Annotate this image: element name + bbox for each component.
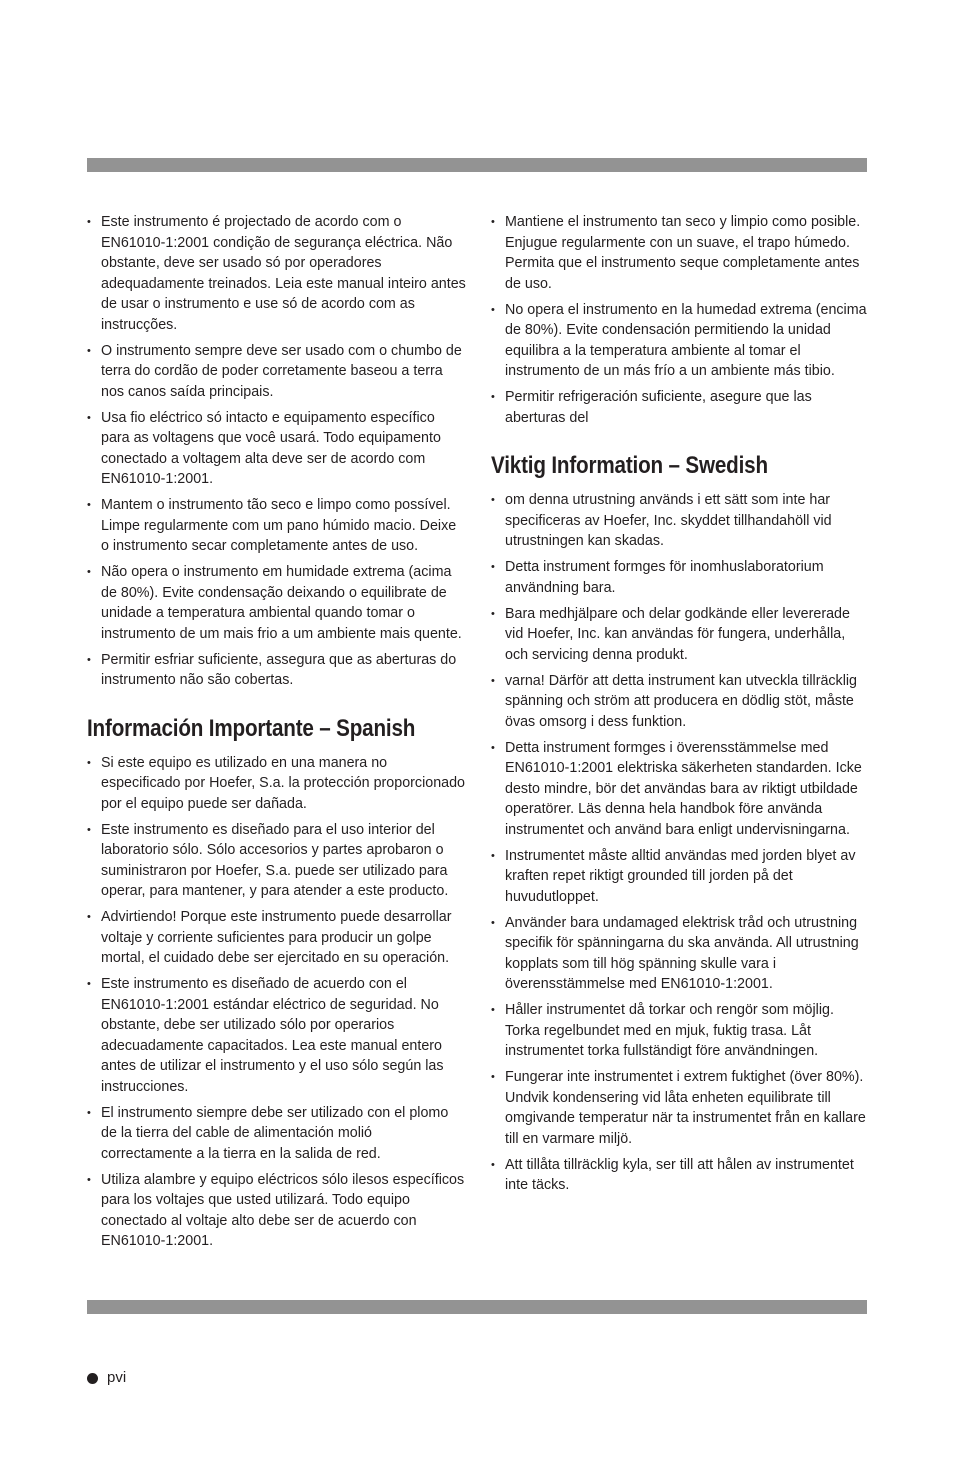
list-item: • Não opera o instrumento em humidade extrema (acima de 80%). Evite condensação deixando o equilibrate de unidade a temperatura ambiental quando tomar o instrumento de um mais frio a um ambiente mais quente. — [87, 562, 467, 644]
list-item: • om denna utrustning används i ett sätt som inte har specificeras av Hoefer, Inc. skyddet tillhandahöll vid utrustningen kan skadas. — [491, 490, 871, 552]
left-column — [87, 212, 467, 1257]
spanish-list-continued — [491, 212, 871, 428]
list-item: • Permitir refrigeración suficiente, asegure que las aberturas del — [491, 387, 871, 428]
list-item: • Usa fio eléctrico só intacto e equipamento específico para as voltagens que você usará. Todo equipamento conectado a voltagem alta deve ser de acordo com EN61010-1:2001. — [87, 408, 467, 490]
page-number: pvi — [107, 1369, 127, 1386]
list-item: • Fungerar inte instrumentet i extrem fuktighet (över 80%). Undvik kondensering vid låta enheten equilibrate till omgivande temperatur när ta instrumentet från en kallare till en varmare miljö. — [491, 1067, 871, 1149]
list-item: • Bara medhjälpare och delar godkände eller levererade vid Hoefer, Inc. kan användas för fungera, underhålla, och servicing denna produkt. — [491, 604, 871, 666]
list-item: • Este instrumento é projectado de acordo com o EN61010-1:2001 condição de segurança eléctrica. Não obstante, deve ser usado só por operadores adequadamente treinados. Leia este manual inteiro antes de usar o instrumento e use só de acordo com as instrucções. — [87, 212, 467, 335]
list-item: • Håller instrumentet då torkar och rengör som möjlig. Torka regelbundet med en mjuk, fuktig trasa. Låt instrumentet torka fullständigt före användningen. — [491, 1000, 871, 1062]
list-item: • Este instrumento es diseñado de acuerdo con el EN61010-1:2001 estándar eléctrico de seguridad. No obstante, debe ser utilizado sólo por operarios adecuadamente capacitados. Lea este manual entero antes de utilizar el instrumento y el uso sólo según las instrucciones. — [87, 974, 467, 1097]
list-item: • Att tillåta tillräcklig kyla, ser till att hålen av instrumentet inte täcks. — [491, 1155, 871, 1196]
list-item: • Utiliza alambre y equipo eléctricos sólo ilesos específicos para los voltajes que usted utilizará. Todo equipo conectado al voltaje alto debe ser de acuerdo con EN61010-1:2001. — [87, 1170, 467, 1252]
page-footer — [87, 1368, 126, 1388]
swedish-heading: Viktig Information – Swedish — [491, 452, 768, 479]
spanish-heading: Información Importante – Spanish — [87, 714, 416, 742]
list-item: • Permitir esfriar suficiente, assegura que as aberturas do instrumento não são cobertas. — [87, 650, 467, 691]
portuguese-list — [87, 212, 467, 691]
swedish-list — [491, 490, 871, 1196]
list-item: • El instrumento siempre debe ser utilizado con el plomo de la tierra del cable de alimentación molió correctamente a la tierra en la salida de red. — [87, 1103, 467, 1165]
list-item: • Detta instrument formges för inomhuslaboratorium användning bara. — [491, 557, 871, 598]
right-column — [491, 212, 871, 1201]
list-item: • Advirtiendo! Porque este instrumento puede desarrollar voltaje y corriente suficientes para producir un golpe mortal, el cuidado debe ser ejercitado en su operación. — [87, 907, 467, 969]
list-item: • O instrumento sempre deve ser usado com o chumbo de terra do cordão de poder corretamente baseou a terra nos canos saída principais. — [87, 341, 467, 403]
list-item: • Este instrumento es diseñado para el uso interior del laboratorio sólo. Sólo accesorios y partes aprobaron o suministraron por Hoefer, S.a. puede ser utilizado para operar, para mantener, y para atender a este producto. — [87, 820, 467, 902]
list-item: • varna! Därför att detta instrument kan utveckla tillräcklig spänning och ström att producera en dödlig stöt, måste övas omsorg i dess funktion. — [491, 671, 871, 733]
list-item: • No opera el instrumento en la humedad extrema (encima de 80%). Evite condensación permitiendo la unidad equilibra a la temperatura ambiente al tomar el instrumento de un más frío a un ambiente más tibio. — [491, 300, 871, 382]
spanish-list — [87, 753, 467, 1252]
list-item: • Si este equipo es utilizado en una manera no especificado por Hoefer, S.a. la protección proporcionado por el equipo puede ser dañada. — [87, 753, 467, 815]
bottom-divider-bar — [87, 1300, 867, 1314]
list-item: • Instrumentet måste alltid användas med jorden blyet av kraften repet riktigt grounded till jorden på det huvudutloppet. — [491, 846, 871, 908]
list-item: • Detta instrument formges i överensstämmelse med EN61010-1:2001 elektriska säkerheten standarden. Icke desto mindre, bör det användas bara av riktigt utbildade operatörer. Läs denna hela handbok före använda instrumentet och använd bara enligt undervisningarna. — [491, 738, 871, 841]
list-item: • Använder bara undamaged elektrisk tråd och utrustning specifik för spänningarna du ska använda. All utrustning kopplats som till hög spänning skulle vara i överensstämmelse med EN61010-1:2001. — [491, 913, 871, 995]
bullet-dot-icon — [87, 1373, 98, 1384]
list-item: • Mantem o instrumento tão seco e limpo como possível. Limpe regularmente com um pano húmido macio. Deixe o instrumento secar completamente antes de uso. — [87, 495, 467, 557]
top-divider-bar — [87, 158, 867, 172]
list-item: • Mantiene el instrumento tan seco y limpio como posible. Enjugue regularmente con un suave, el trapo húmedo. Permita que el instrumento seque completamente antes de uso. — [491, 212, 871, 294]
